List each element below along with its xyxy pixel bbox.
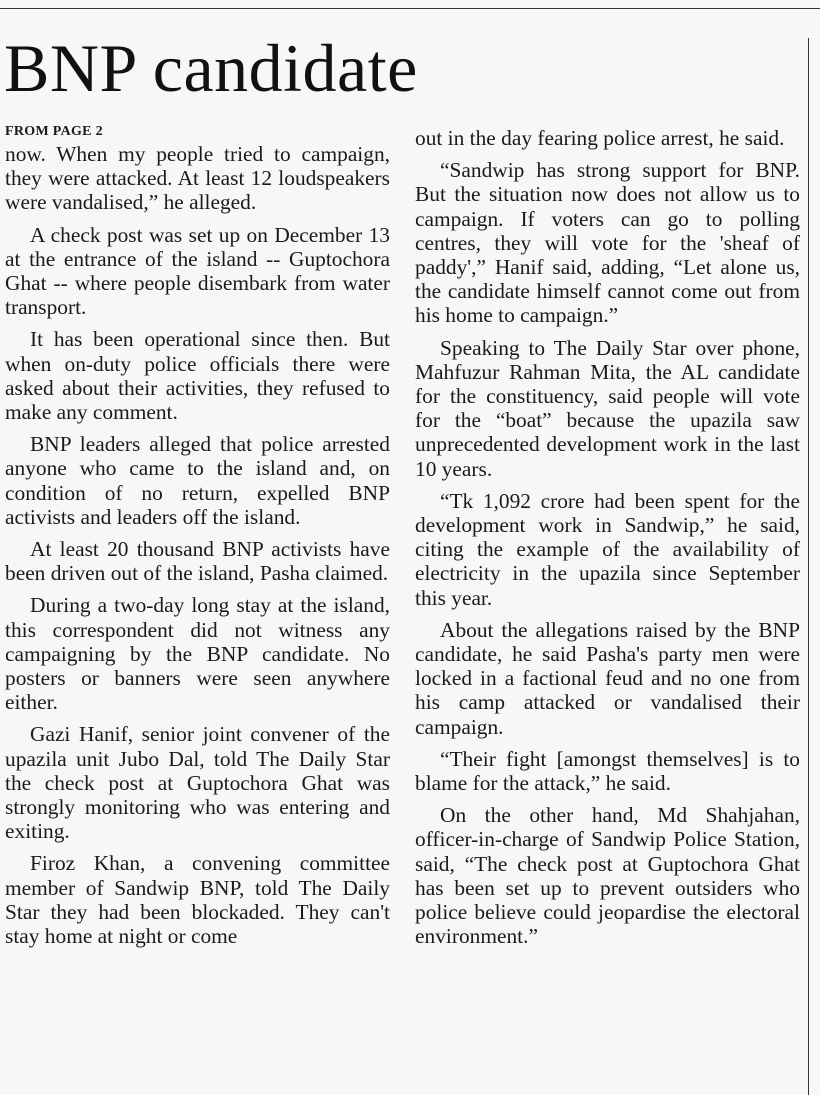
paragraph: “Their fight [amongst themselves] is to blame for the attack,” he said. <box>415 746 800 796</box>
paragraph: Speaking to The Daily Star over phone, Mahfuzur Rahman Mita, the AL candidate for the constituency, said people will vote for the “boat” because the upazila saw unprecedented development work in the last 10 years. <box>415 335 800 481</box>
paragraph: BNP leaders alleged that police arrested anyone who came to the island and, on condition of no return, expelled BNP activists and leaders off the island. <box>5 432 390 529</box>
top-rule <box>0 8 820 9</box>
paragraph: It has been operational since then. But when on-duty police officials there were asked about their activities, they refused to make any comment. <box>5 327 390 425</box>
headline: BNP candidate <box>4 30 418 106</box>
paragraph: Gazi Hanif, senior joint convener of the upazila unit Jubo Dal, told The Daily Star the check post at Guptochora Ghat was strongly monitoring who was entering and exiting. <box>5 722 390 844</box>
continuation-label: FROM PAGE 2 <box>5 124 103 139</box>
paragraph: out in the day fearing police arrest, he said. <box>415 126 785 150</box>
paragraph: During a two-day long stay at the island, this correspondent did not witness any campaigning by the BNP candidate. No posters or banners were seen anywhere either. <box>5 593 390 715</box>
paragraph: At least 20 thousand BNP activists have been driven out of the island, Pasha claimed. <box>5 537 390 586</box>
paragraph: now. When my people tried to campaign, they were attacked. At least 12 loudspeakers were vandalised,” he alleged. <box>5 142 390 215</box>
article-column-left <box>5 122 390 956</box>
paragraph: About the allegations raised by the BNP candidate, he said Pasha's party men were locked in a factional feud and no one from his camp attacked or vandalised their campaign. <box>415 617 800 739</box>
paragraph: A check post was set up on December 13 at the entrance of the island -- Guptochora Ghat -- where people disembark from water transport. <box>5 222 390 320</box>
article-column-right <box>415 126 800 957</box>
paragraph: “Tk 1,092 crore had been spent for the development work in Sandwip,” he said, citing the example of the availability of electricity in the upazila since September this year. <box>415 488 800 610</box>
paragraph: Firoz Khan, a convening committee member of Sandwip BNP, told The Daily Star they had been blockaded. They can't stay home at night or come <box>5 851 390 949</box>
column-rule <box>808 38 809 1095</box>
paragraph: “Sandwip has strong support for BNP. But the situation now does not allow us to campaign. If voters can go to polling centres, they will vote for the 'sheaf of paddy',” Hanif said, adding, “Let alone us, the candidate himself cannot come out from his home to campaign.” <box>415 158 800 328</box>
paragraph: On the other hand, Md Shahjahan, officer-in-charge of Sandwip Police Station, said, “The check post at Guptochora Ghat has been set up to prevent outsiders who police believe could jeopardise the electoral environment.” <box>415 803 800 949</box>
